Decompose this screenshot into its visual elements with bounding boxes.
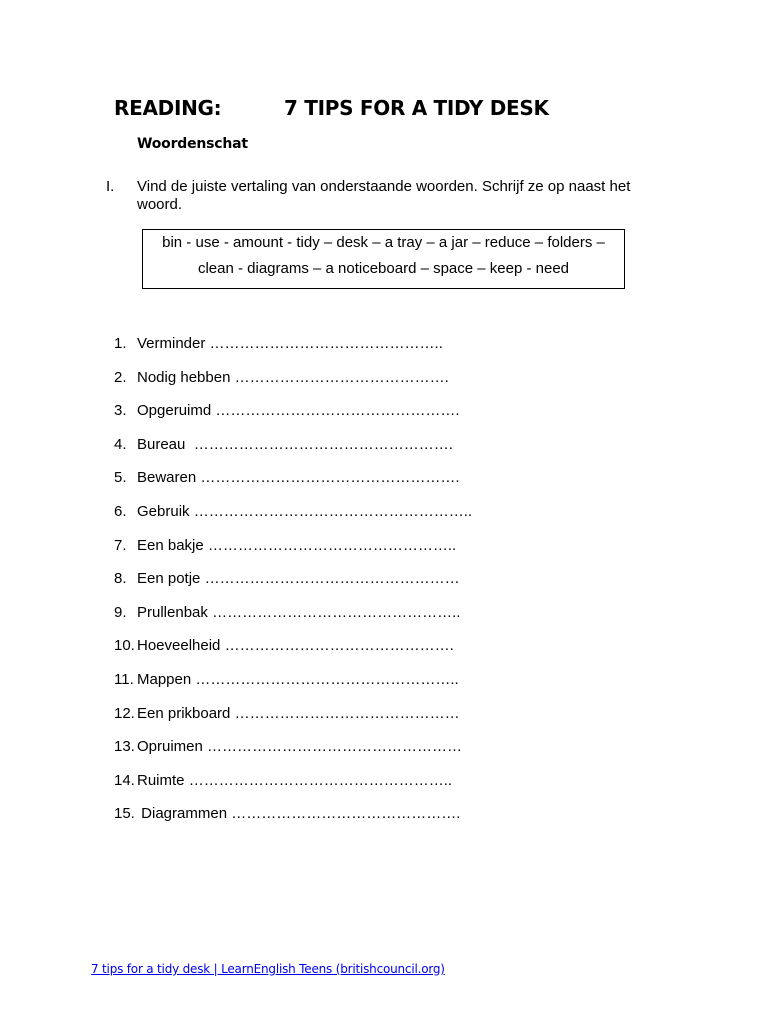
item-word: Gebruik: [137, 502, 190, 520]
page-title: [114, 96, 549, 120]
answer-blank[interactable]: …………………………………………..: [212, 603, 461, 621]
vocab-item: [114, 436, 472, 470]
item-word: Bewaren: [137, 469, 197, 487]
vocab-list: [114, 335, 472, 839]
vocab-item: [114, 402, 472, 436]
vocab-item: [114, 637, 472, 671]
item-number: 7.: [114, 536, 127, 554]
item-word: Diagrammen: [141, 805, 228, 823]
item-number: 2.: [114, 368, 127, 386]
vocab-item: [114, 369, 472, 403]
word-bank-line-1: bin - use - amount - tidy – desk – a tray – a jar – reduce – folders –: [162, 234, 605, 251]
item-number: 10.: [114, 637, 135, 655]
answer-blank[interactable]: …………………………………………..: [207, 536, 457, 554]
item-word: Opruimen: [137, 738, 203, 756]
vocab-item: [114, 604, 472, 638]
item-word: Een potje: [137, 570, 201, 588]
answer-blank[interactable]: …………………………………………….: [200, 469, 460, 487]
vocab-item: [114, 469, 472, 503]
item-word: Nodig hebben: [137, 368, 231, 386]
vocab-item: [114, 772, 472, 806]
item-word: Ruimte: [137, 771, 185, 789]
vocab-item: [114, 738, 472, 772]
answer-blank[interactable]: ……………………………………….: [224, 637, 454, 655]
item-number: 12.: [114, 704, 135, 722]
item-word: Mappen: [137, 670, 192, 688]
answer-blank[interactable]: ……………………………………….: [231, 805, 461, 823]
item-word: Prullenbak: [137, 603, 208, 621]
vocab-item: [114, 570, 472, 604]
item-number: 4.: [114, 435, 127, 453]
item-number: 14.: [114, 771, 135, 789]
item-number: 15.: [114, 805, 135, 823]
answer-blank[interactable]: ……………………………………………..: [195, 670, 459, 688]
word-bank-box: [142, 229, 625, 289]
source-link[interactable]: 7 tips for a tidy desk | LearnEnglish Teens (britishcouncil.org): [91, 962, 445, 976]
vocab-item: [114, 805, 472, 839]
section-heading: Woordenschat: [137, 136, 248, 152]
item-word: Hoeveelheid: [137, 637, 221, 655]
title-label: READING:: [114, 96, 222, 120]
answer-blank[interactable]: ………………………………………: [234, 704, 460, 722]
item-number: 5.: [114, 469, 127, 487]
item-number: 1.: [114, 335, 127, 352]
vocab-item: [114, 705, 472, 739]
item-number: 3.: [114, 402, 127, 420]
vocab-item: [114, 671, 472, 705]
vocab-item: [114, 335, 472, 369]
item-word: Bureau: [137, 435, 186, 453]
answer-blank[interactable]: ……………………………………………: [207, 738, 463, 756]
answer-blank[interactable]: ………………………………………………..: [193, 502, 473, 520]
item-number: 8.: [114, 570, 127, 588]
item-word: Opgeruimd: [137, 402, 212, 420]
item-number: 9.: [114, 603, 127, 621]
vocab-item: [114, 537, 472, 571]
item-number: 6.: [114, 502, 127, 520]
answer-blank[interactable]: …………………………………….: [234, 368, 449, 386]
item-word: Verminder: [137, 335, 206, 352]
answer-blank[interactable]: ………………………………………..: [209, 335, 443, 352]
item-number: 13.: [114, 738, 135, 756]
answer-blank[interactable]: …………………………………………….: [193, 435, 453, 453]
answer-blank[interactable]: ………………………………………….: [215, 402, 460, 420]
title-text: 7 TIPS FOR A TIDY DESK: [284, 96, 549, 120]
instruction-text: Vind de juiste vertaling van onderstaande woorden. Schrijf ze op naast het woord.: [137, 178, 631, 213]
vocab-item: [114, 503, 472, 537]
answer-blank[interactable]: ……………………………………………..: [188, 771, 453, 789]
answer-blank[interactable]: ……………………………………………: [204, 570, 460, 588]
word-bank-line-2: clean - diagrams – a noticeboard – space – keep - need: [197, 260, 570, 277]
item-word: Een prikboard: [137, 704, 231, 722]
instruction-number: I.: [106, 178, 115, 195]
item-number: 11.: [114, 670, 134, 688]
item-word: Een bakje: [137, 536, 204, 554]
